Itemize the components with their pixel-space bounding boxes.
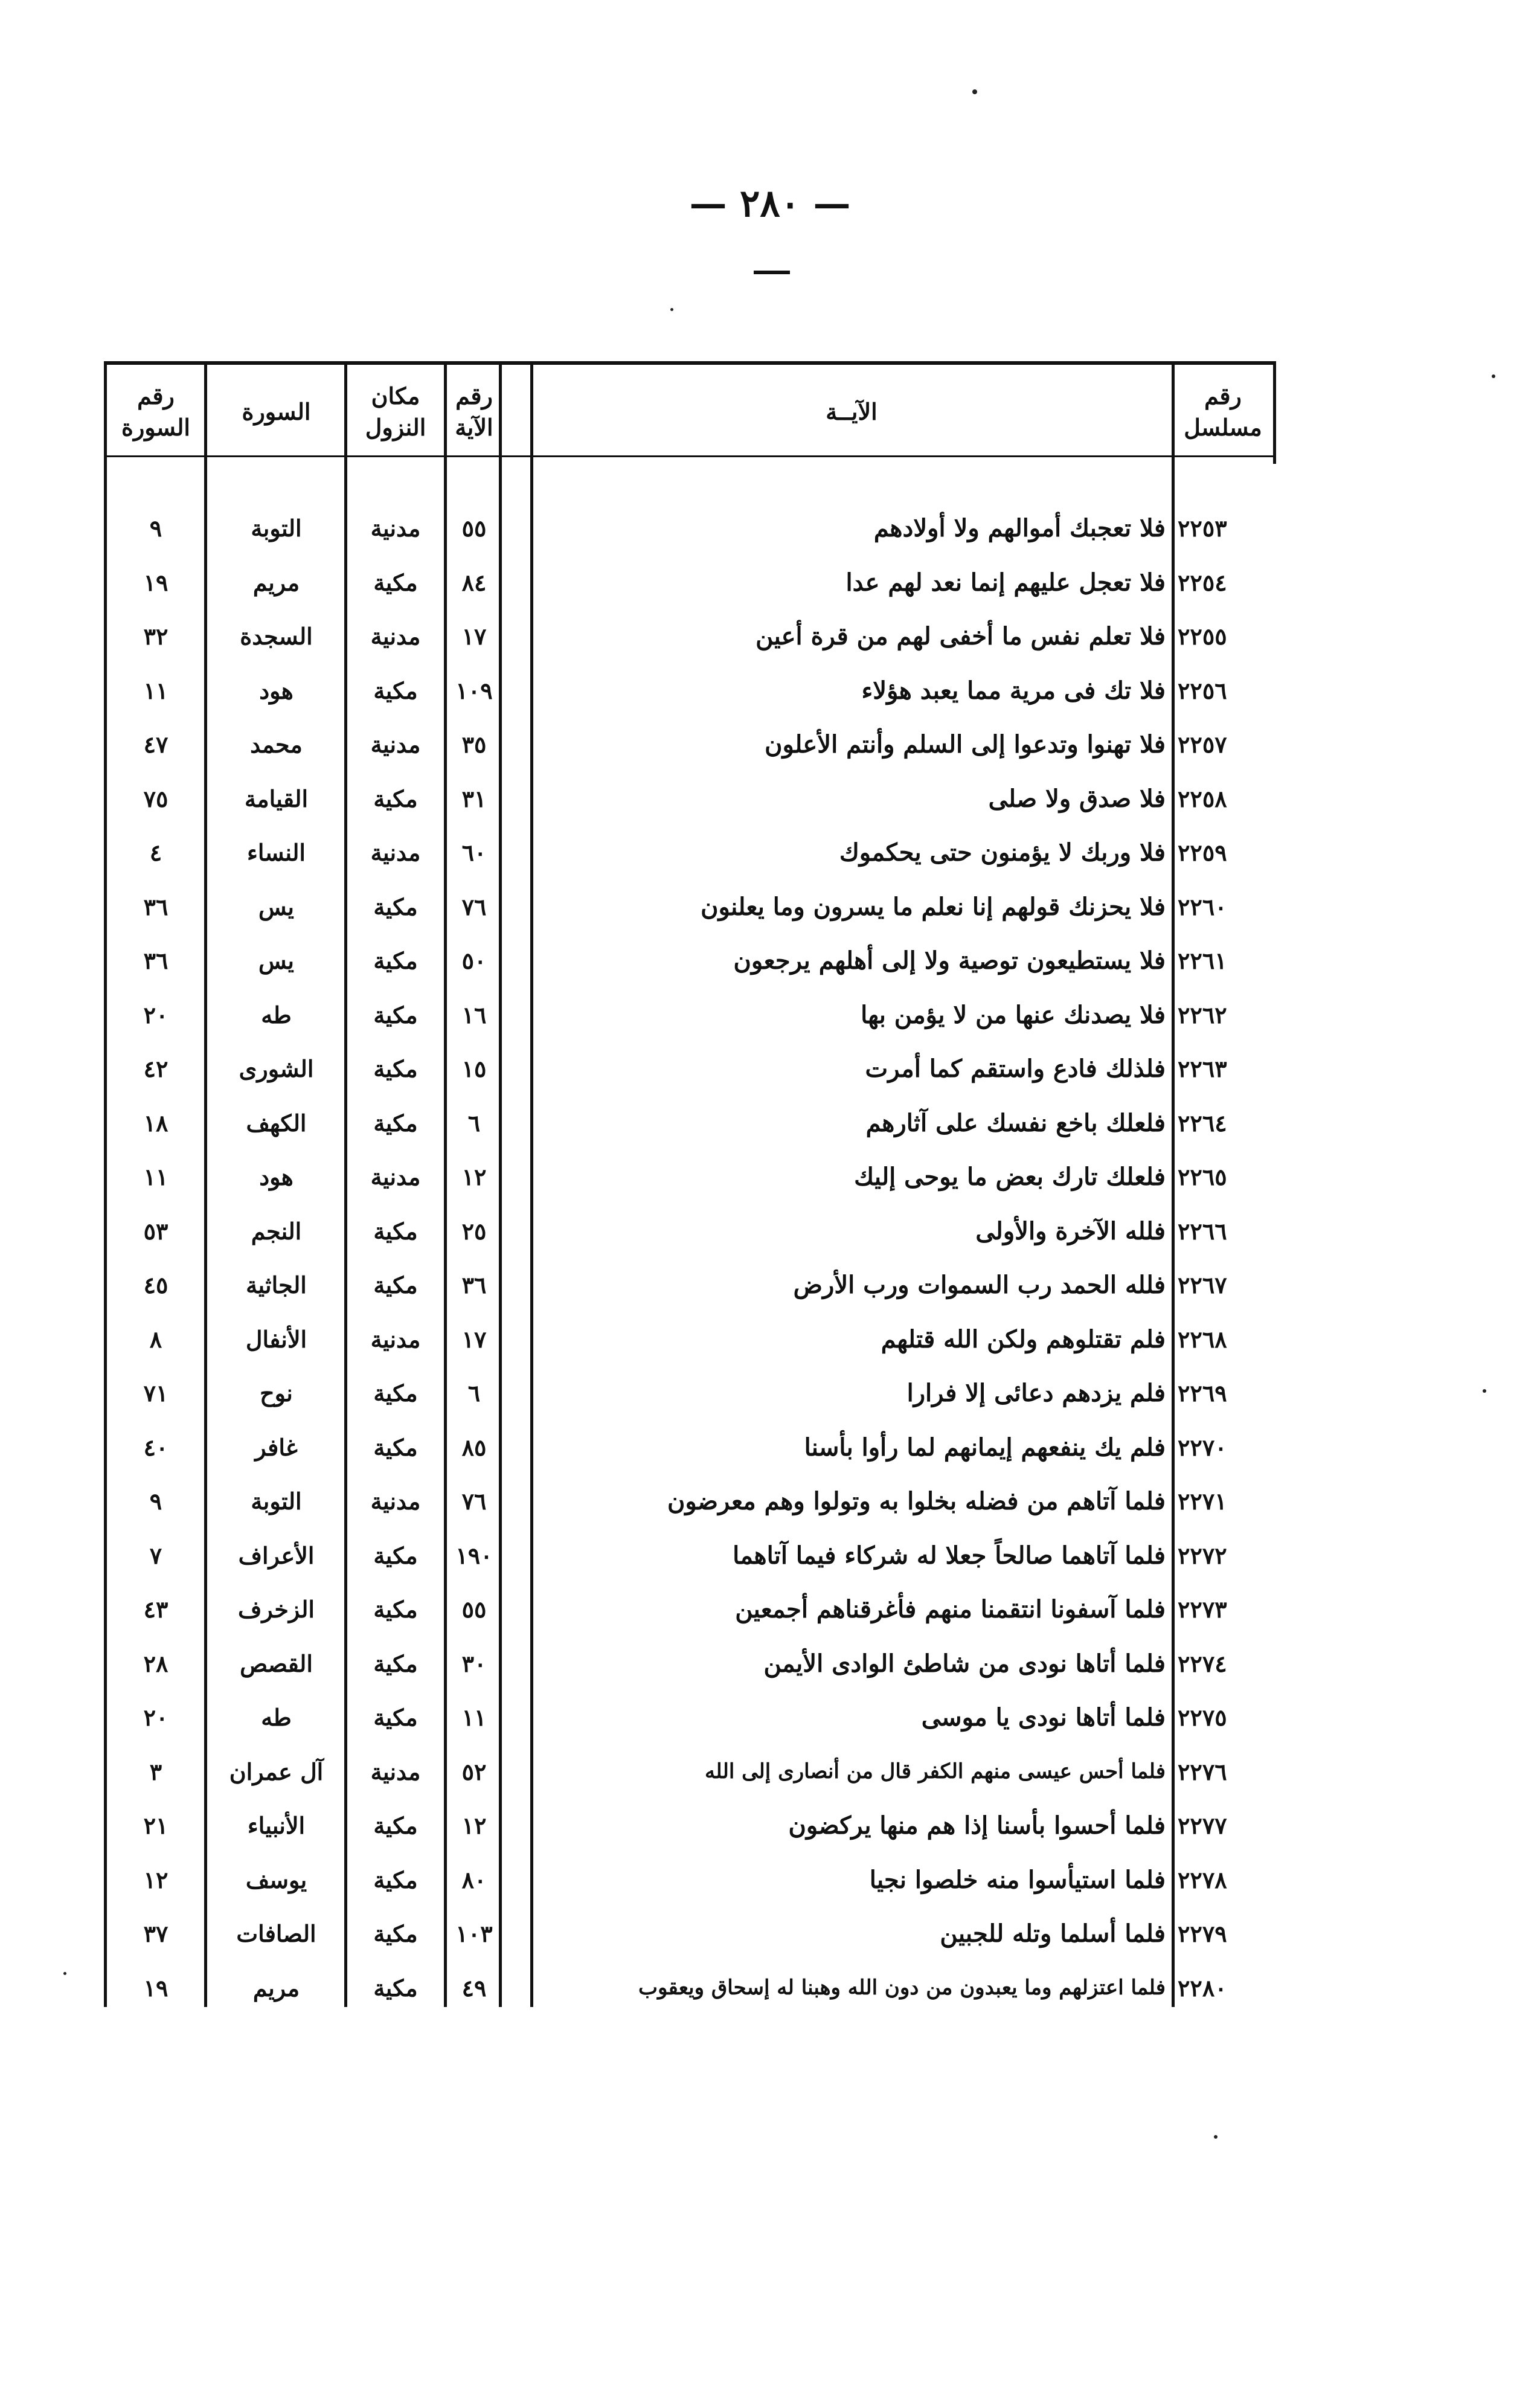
- row-verse-number: ٣١: [461, 785, 487, 812]
- row-verse-number: ٣٥: [461, 731, 487, 759]
- row-verse: فلا تهنوا وتدعوا إلى السلم وأنتم الأعلون: [765, 730, 1166, 759]
- row-surah: هود: [259, 676, 294, 704]
- table-row: [0, 880, 1540, 934]
- row-surah-number: ٣٦: [143, 947, 168, 975]
- row-place: مكية: [373, 1055, 418, 1083]
- row-surah: التوبة: [251, 1488, 302, 1515]
- row-serial: ٢٢٧٤: [1178, 1649, 1227, 1677]
- header-place: مكان النزول: [365, 382, 426, 441]
- row-surah: يوسف: [245, 1866, 307, 1893]
- row-surah: مريم: [252, 1974, 300, 2002]
- row-serial: ٢٢٦٥: [1178, 1163, 1227, 1191]
- row-verse: فلا يحزنك قولهم إنا نعلم ما يسرون وما يعلنون: [701, 892, 1166, 921]
- table-row: [0, 1637, 1540, 1691]
- row-verse-number: ٨٤: [461, 568, 487, 596]
- row-place: مكية: [373, 947, 418, 975]
- row-place: مكية: [373, 1271, 418, 1299]
- row-verse-number: ٥٥: [461, 1596, 487, 1623]
- row-verse: فلما أتاها نودى من شاطئ الوادى الأيمن: [763, 1649, 1166, 1678]
- table-row: [0, 1312, 1540, 1367]
- row-verse: فلا تعجل عليهم إنما نعد لهم عدا: [845, 568, 1166, 597]
- row-verse-number: ٣٦: [461, 1271, 487, 1299]
- row-surah-number: ٤: [149, 839, 162, 867]
- row-verse: فلا يستطيعون توصية ولا إلى أهلهم يرجعون: [733, 946, 1166, 975]
- row-serial: ٢٢٥٦: [1178, 676, 1227, 704]
- row-surah-number: ٩: [149, 515, 162, 542]
- row-verse-number: ٥٥: [461, 515, 487, 542]
- header-surah: السورة: [242, 398, 311, 425]
- row-serial: ٢٢٧٥: [1178, 1704, 1227, 1732]
- row-serial: ٢٢٥٧: [1178, 731, 1227, 759]
- row-serial: ٢٢٦٤: [1178, 1109, 1227, 1137]
- row-verse-number: ٤٩: [461, 1974, 487, 2002]
- row-place: مدنية: [370, 1758, 421, 1785]
- row-surah-number: ٧١: [143, 1379, 168, 1407]
- row-surah-number: ٣٢: [143, 623, 168, 650]
- row-surah: السجدة: [240, 623, 313, 650]
- row-verse-number: ١٠٣: [455, 1920, 493, 1948]
- table-row: [0, 826, 1540, 880]
- row-surah: طه: [261, 1001, 292, 1029]
- row-place: مكية: [373, 1920, 418, 1948]
- page-number-divider: [754, 271, 790, 274]
- row-serial: ٢٢٧٠: [1178, 1433, 1227, 1461]
- row-verse: فلما استيأسوا منه خلصوا نجيا: [869, 1865, 1166, 1894]
- row-verse: فلا تك فى مرية مما يعبد هؤلاء: [861, 676, 1166, 705]
- table-row: [0, 718, 1540, 772]
- row-surah: الكهف: [246, 1109, 307, 1137]
- row-place: مدنية: [370, 515, 421, 542]
- row-place: مدنية: [370, 1163, 421, 1191]
- row-surah: الأنفال: [245, 1325, 307, 1353]
- row-surah-number: ٣: [149, 1758, 162, 1785]
- table-row: [0, 1042, 1540, 1096]
- row-verse-number: ١٧: [461, 1325, 487, 1353]
- row-place: مدنية: [370, 623, 421, 650]
- row-surah: النجم: [251, 1217, 302, 1245]
- row-surah-number: ١١: [143, 1163, 168, 1191]
- row-surah-number: ٨: [149, 1325, 162, 1353]
- row-serial: ٢٢٨٠: [1178, 1974, 1227, 2002]
- row-surah: النساء: [247, 839, 306, 867]
- table-row: [0, 1961, 1540, 2015]
- row-serial: ٢٢٦٨: [1178, 1325, 1227, 1353]
- row-serial: ٢٢٦١: [1178, 947, 1227, 975]
- row-surah-number: ٢٠: [143, 1001, 168, 1029]
- table-row: [0, 1258, 1540, 1312]
- row-surah-number: ٢٨: [143, 1649, 168, 1677]
- row-surah: الزخرف: [238, 1596, 315, 1623]
- row-surah: مريم: [252, 568, 300, 596]
- table-row: [0, 1799, 1540, 1853]
- row-surah-number: ١٩: [143, 568, 168, 596]
- row-verse: فلذلك فادع واستقم كما أمرت: [865, 1055, 1166, 1084]
- row-surah: نوح: [260, 1379, 293, 1407]
- scan-speck: [1214, 2135, 1218, 2139]
- row-place: مكية: [373, 1649, 418, 1677]
- row-serial: ٢٢٧٨: [1178, 1866, 1227, 1893]
- row-surah-number: ٧٥: [143, 785, 168, 812]
- table-row: [0, 1907, 1540, 1961]
- table-row: [0, 1529, 1540, 1583]
- row-verse: فلما أحس عيسى منهم الكفر قال من أنصارى إلى الله: [704, 1759, 1166, 1784]
- scan-speck: [63, 1972, 66, 1975]
- row-verse: فلما اعتزلهم وما يعبدون من دون الله وهبنا له إسحاق ويعقوب: [638, 1976, 1166, 2000]
- row-verse: فلما أحسوا بأسنا إذا هم منها يركضون: [788, 1811, 1166, 1840]
- row-verse-number: ٦٠: [461, 839, 487, 867]
- table-row: [0, 1582, 1540, 1637]
- row-verse-number: ٧٦: [461, 1488, 487, 1515]
- row-surah: الجاثية: [246, 1271, 307, 1299]
- table-row: [0, 1474, 1540, 1529]
- row-serial: ٢٢٥٥: [1178, 623, 1227, 650]
- row-place: مكية: [373, 893, 418, 920]
- row-surah: محمد: [250, 731, 303, 759]
- row-surah: يس: [258, 893, 295, 920]
- row-place: مدنية: [370, 731, 421, 759]
- table-row: [0, 1853, 1540, 1907]
- row-verse-number: ٣٠: [461, 1649, 487, 1677]
- row-place: مكية: [373, 1217, 418, 1245]
- row-verse: فلا صدق ولا صلى: [988, 784, 1166, 813]
- row-surah: الشورى: [239, 1055, 314, 1083]
- row-surah-number: ١١: [143, 676, 168, 704]
- row-surah: الأنبياء: [247, 1812, 306, 1840]
- table-row: [0, 1150, 1540, 1204]
- row-verse-number: ١٥: [461, 1055, 487, 1083]
- row-surah-number: ٥٣: [143, 1217, 168, 1245]
- row-surah: القيامة: [244, 785, 309, 812]
- row-serial: ٢٢٦٦: [1178, 1217, 1227, 1245]
- row-place: مكية: [373, 1596, 418, 1623]
- row-serial: ٢٢٦٢: [1178, 1001, 1227, 1029]
- row-surah-number: ٤٣: [143, 1596, 168, 1623]
- table-row: [0, 556, 1540, 610]
- row-verse-number: ٨٠: [461, 1866, 487, 1893]
- row-verse: فلما آسفونا انتقمنا منهم فأغرقناهم أجمعين: [735, 1595, 1166, 1624]
- row-serial: ٢٢٦٧: [1178, 1271, 1227, 1299]
- row-verse-number: ٢٥: [461, 1217, 487, 1245]
- row-surah: الأعراف: [238, 1541, 315, 1569]
- row-place: مدنية: [370, 839, 421, 867]
- row-serial: ٢٢٦٣: [1178, 1055, 1227, 1083]
- row-surah: التوبة: [251, 515, 302, 542]
- row-verse-number: ١٢: [461, 1163, 487, 1191]
- row-surah-number: ٣٦: [143, 893, 168, 920]
- table-row: [0, 1204, 1540, 1259]
- row-serial: ٢٢٧٦: [1178, 1758, 1227, 1785]
- row-place: مكية: [373, 1812, 418, 1840]
- row-place: مكية: [373, 1541, 418, 1569]
- row-verse-number: ٥٠: [461, 947, 487, 975]
- row-place: مكية: [373, 1974, 418, 2002]
- row-verse-number: ١٠٩: [455, 676, 493, 704]
- table-row: [0, 772, 1540, 826]
- row-verse: فلله الحمد رب السموات ورب الأرض: [793, 1271, 1166, 1300]
- row-verse: فلما أتاها نودى يا موسى: [921, 1703, 1166, 1732]
- row-serial: ٢٢٥٤: [1178, 568, 1227, 596]
- row-verse: فلما آتاهم من فضله بخلوا به وتولوا وهم معرضون: [667, 1487, 1166, 1516]
- row-verse: فلعلك تارك بعض ما يوحى إليك: [854, 1163, 1166, 1192]
- row-place: مكية: [373, 568, 418, 596]
- row-surah: القصص: [240, 1649, 313, 1677]
- row-verse: فلا تعلم نفس ما أخفى لهم من قرة أعين: [756, 622, 1166, 651]
- table-row: [0, 1096, 1540, 1151]
- row-verse: فلعلك باخع نفسك على آثارهم: [865, 1108, 1166, 1137]
- row-verse: فلا يصدنك عنها من لا يؤمن بها: [861, 1000, 1166, 1029]
- row-surah: طه: [261, 1704, 292, 1732]
- table-body: [0, 501, 1540, 2015]
- row-place: مكية: [373, 1866, 418, 1893]
- table-right-edge: [1273, 361, 1276, 464]
- row-verse: فلما آتاهما صالحاً جعلا له شركاء فيما آتاهما: [733, 1541, 1166, 1570]
- row-serial: ٢٢٧١: [1178, 1488, 1227, 1515]
- row-verse-number: ٦: [467, 1109, 481, 1137]
- row-surah-number: ٤٢: [143, 1055, 168, 1083]
- header-serial: رقم مسلسل: [1184, 382, 1262, 441]
- row-place: مدنية: [370, 1325, 421, 1353]
- row-surah-number: ٤٥: [143, 1271, 168, 1299]
- row-serial: ٢٢٥٩: [1178, 839, 1227, 867]
- row-verse: فلا وربك لا يؤمنون حتى يحكموك: [839, 838, 1166, 867]
- row-verse-number: ٨٥: [461, 1433, 487, 1461]
- table-row: [0, 1745, 1540, 1799]
- row-surah: غافر: [255, 1433, 298, 1461]
- row-verse: فلم يك ينفعهم إيمانهم لما رأوا بأسنا: [804, 1433, 1166, 1462]
- row-verse-number: ٦: [467, 1379, 481, 1407]
- table-row: [0, 1366, 1540, 1421]
- row-verse-number: ١٢: [461, 1812, 487, 1840]
- row-surah-number: ١٩: [143, 1974, 168, 2002]
- row-verse: فلما أسلما وتله للجبين: [940, 1919, 1166, 1948]
- table-row: [0, 501, 1540, 556]
- row-place: مدنية: [370, 1488, 421, 1515]
- row-surah-number: ١٨: [143, 1109, 168, 1137]
- row-serial: ٢٢٥٨: [1178, 785, 1227, 812]
- row-verse-number: ٧٦: [461, 893, 487, 920]
- row-place: مكية: [373, 1001, 418, 1029]
- row-surah-number: ٤٧: [143, 731, 168, 759]
- table-row: [0, 609, 1540, 664]
- row-surah: هود: [259, 1163, 294, 1191]
- row-verse: فلا تعجبك أموالهم ولا أولادهم: [873, 514, 1166, 543]
- scan-speck: [670, 308, 673, 311]
- row-place: مكية: [373, 676, 418, 704]
- header-rule: [104, 455, 1275, 457]
- row-verse-number: ١١: [461, 1704, 487, 1732]
- page-number: — ٢٨٠ —: [689, 181, 851, 225]
- scan-speck: [1483, 1389, 1486, 1393]
- row-serial: ٢٢٧٩: [1178, 1920, 1227, 1948]
- row-verse: فلله الآخرة والأولى: [975, 1216, 1166, 1245]
- row-place: مكية: [373, 1109, 418, 1137]
- row-serial: ٢٢٦٩: [1178, 1379, 1227, 1407]
- row-surah-number: ٤٠: [143, 1433, 168, 1461]
- row-place: مكية: [373, 785, 418, 812]
- table-row: [0, 664, 1540, 718]
- row-surah-number: ٣٧: [143, 1920, 168, 1948]
- scan-speck: [1492, 374, 1495, 378]
- row-surah-number: ١٢: [143, 1866, 168, 1893]
- scan-speck: [972, 89, 977, 94]
- row-serial: ٢٢٦٠: [1178, 893, 1227, 920]
- row-verse: فلم تقتلوهم ولكن الله قتلهم: [881, 1325, 1166, 1354]
- row-surah: يس: [258, 947, 295, 975]
- row-verse-number: ١٩٠: [455, 1541, 493, 1569]
- row-surah-number: ٩: [149, 1488, 162, 1515]
- table-row: [0, 1691, 1540, 1745]
- row-serial: ٢٢٥٣: [1178, 515, 1227, 542]
- header-surah-number: رقم السورة: [121, 382, 190, 441]
- row-surah: الصافات: [236, 1920, 316, 1948]
- header-verse-number: رقم الآية: [455, 382, 493, 441]
- row-verse: فلم يزدهم دعائى إلا فرارا: [906, 1379, 1166, 1408]
- row-place: مكية: [373, 1704, 418, 1732]
- row-verse-number: ١٦: [461, 1001, 487, 1029]
- row-verse-number: ٥٢: [461, 1758, 487, 1785]
- header-verse: الآيــة: [826, 398, 877, 425]
- row-surah-number: ٢٠: [143, 1704, 168, 1732]
- row-serial: ٢٢٧٢: [1178, 1541, 1227, 1569]
- row-serial: ٢٢٧٣: [1178, 1596, 1227, 1623]
- row-surah: آل عمران: [229, 1758, 324, 1785]
- table-row: [0, 934, 1540, 988]
- row-verse-number: ١٧: [461, 623, 487, 650]
- row-serial: ٢٢٧٧: [1178, 1812, 1227, 1840]
- table-row: [0, 1421, 1540, 1475]
- row-surah-number: ٧: [149, 1541, 162, 1569]
- row-surah-number: ٢١: [143, 1812, 168, 1840]
- table-row: [0, 988, 1540, 1042]
- row-place: مكية: [373, 1379, 418, 1407]
- row-place: مكية: [373, 1433, 418, 1461]
